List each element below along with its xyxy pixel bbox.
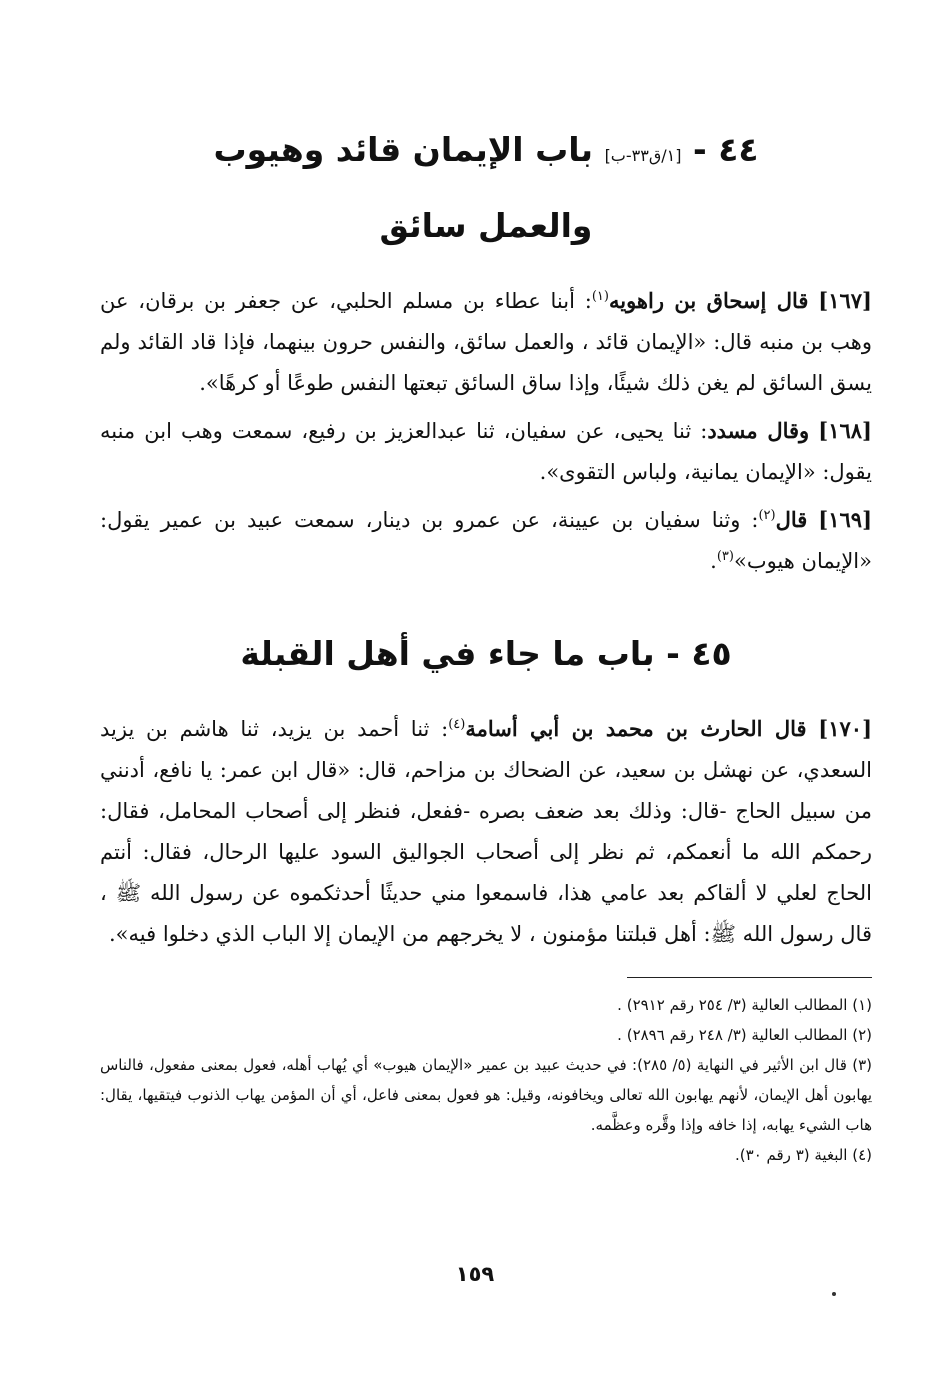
chapter-45-heading xyxy=(100,626,872,682)
hadith-text: : ثنا أحمد بن يزيد، ثنا هاشم بن يزيد السعدي، عن نهشل بن سعيد، عن الضحاك بن مزاحم، قال: «قال ابن عمر: يا نافع، أدنني من سبيل الحاج -قال: وذلك بعد ضعف بصره -ففعل، فنظر إلى أصحاب المحامل، فقال: رحمكم الله ما أنعمكم، ثم نظر إلى أصحاب الجواليق السود عليها الرحال، فقال: أنتم الحاج لعلي لا ألقاكم بعد عامي هذا، فاسمعوا مني حديثًا أحدثكموه عن رسول الله ﷺ ، قال رسول الله ﷺ: أهل قبلتنا مؤمنون ، لا يخرجهم من الإيمان إلا الباب الذي دخلوا فيه». xyxy=(100,717,872,946)
hadith-number: [١٦٨] xyxy=(818,418,872,443)
chapter-dash: - xyxy=(666,634,680,673)
hadith-number: [١٦٧] xyxy=(818,288,872,313)
hadith-text: : أبنا عطاء بن مسلم الحلبي، عن جعفر بن برقان، عن وهب بن منبه قال: «الإيمان قائد ، والعمل سائق، والنفس حرون بينهما، فإذا قاد القائد ولم يسق السائق لم يغن ذلك شيئًا، وإذا ساق السائق تبعتها النفس طوعًا أو كرهًا». xyxy=(100,289,872,395)
chapter-heading-line2: والعمل سائق xyxy=(379,206,593,245)
chapter-heading-line1 xyxy=(100,122,872,184)
footnote-3: (٣) قال ابن الأثير في النهاية (٥/ ٢٨٥): في حديث عبيد بن عمير «الإيمان هيوب» أي يُهاب أهله، فعول بمعنى مفعول، فالناس يهابون أهل الإيمان، لأنهم يهابون الله تعالى ويخافونه، وقيل: هو فعول بمعنى فاعل، أي أن المؤمن يهاب الذنوب فيتقيها، يقال: هاب الشيء يهابه، إذا خافه وإذا وقَّره وعظَّمه. xyxy=(100,1056,872,1134)
hadith-169: [١٦٩] قال$^{(٢)}$: وثنا سفيان بن عيينة، عن عمرو بن دينار، سمعت عبيد بن عمير يقول: «الإيمان هيوب»$^{(٣)}$. xyxy=(100,507,872,573)
footnote-marker: (١) xyxy=(591,289,609,304)
hadith-narrator: قال الحارث بن محمد بن أبي أسامة xyxy=(465,716,807,741)
hadith-text: : وثنا سفيان بن عيينة، عن عمرو بن دينار، سمعت عبيد بن عمير يقول: «الإيمان هيوب» xyxy=(100,508,872,573)
footnote-marker: (٣) xyxy=(716,549,734,564)
hadith-narrator: قال xyxy=(775,507,808,532)
chapter-title: باب الإيمان قائد وهيوب xyxy=(213,130,594,169)
page-number: ١٥٩ xyxy=(455,1262,495,1286)
footnote-1: (١) المطالب العالية (٣/ ٢٥٤ رقم ٢٩١٢) . xyxy=(617,996,872,1014)
hadith-168 xyxy=(100,410,872,493)
chapter-dash: - xyxy=(692,130,707,169)
footnote-separator xyxy=(627,977,872,978)
chapter-number: ٤٤ xyxy=(718,130,759,169)
chapter-number: ٤٥ xyxy=(691,634,732,673)
hadith-167 xyxy=(100,280,872,404)
footnote-2: (٢) المطالب العالية (٣/ ٢٤٨ رقم ٢٨٩٦) . xyxy=(617,1026,872,1044)
footnote-4: (٤) البغية (٣ رقم ٣٠). xyxy=(735,1146,872,1164)
chapter-title: باب ما جاء في أهل القبلة xyxy=(240,634,655,673)
chapter-heading-line1 xyxy=(100,626,872,682)
hadith-number: [١٦٩] xyxy=(818,507,872,532)
chapter-45-body xyxy=(100,708,872,955)
footnote-marker: (٢) xyxy=(758,508,776,523)
footnote-marker: (٤) xyxy=(448,717,466,732)
hadith-number: [١٧٠] xyxy=(818,716,872,741)
hadith-narrator: وقال مسدد xyxy=(707,418,810,443)
chapter-44-heading xyxy=(100,122,872,254)
footnotes xyxy=(100,990,872,1170)
page-speck xyxy=(832,1292,836,1296)
chapter-44-body xyxy=(100,280,872,582)
manuscript-reference: [١/ق٣٣-ب] xyxy=(604,146,682,165)
hadith-text: : ثنا يحيى، عن سفيان، ثنا عبدالعزيز بن رفيع، سمعت وهب ابن منبه يقول: «الإيمان يمانية، ولباس التقوى». xyxy=(100,419,872,484)
hadith-170 xyxy=(100,708,872,955)
hadith-narrator: قال إسحاق بن راهويه xyxy=(608,288,809,313)
